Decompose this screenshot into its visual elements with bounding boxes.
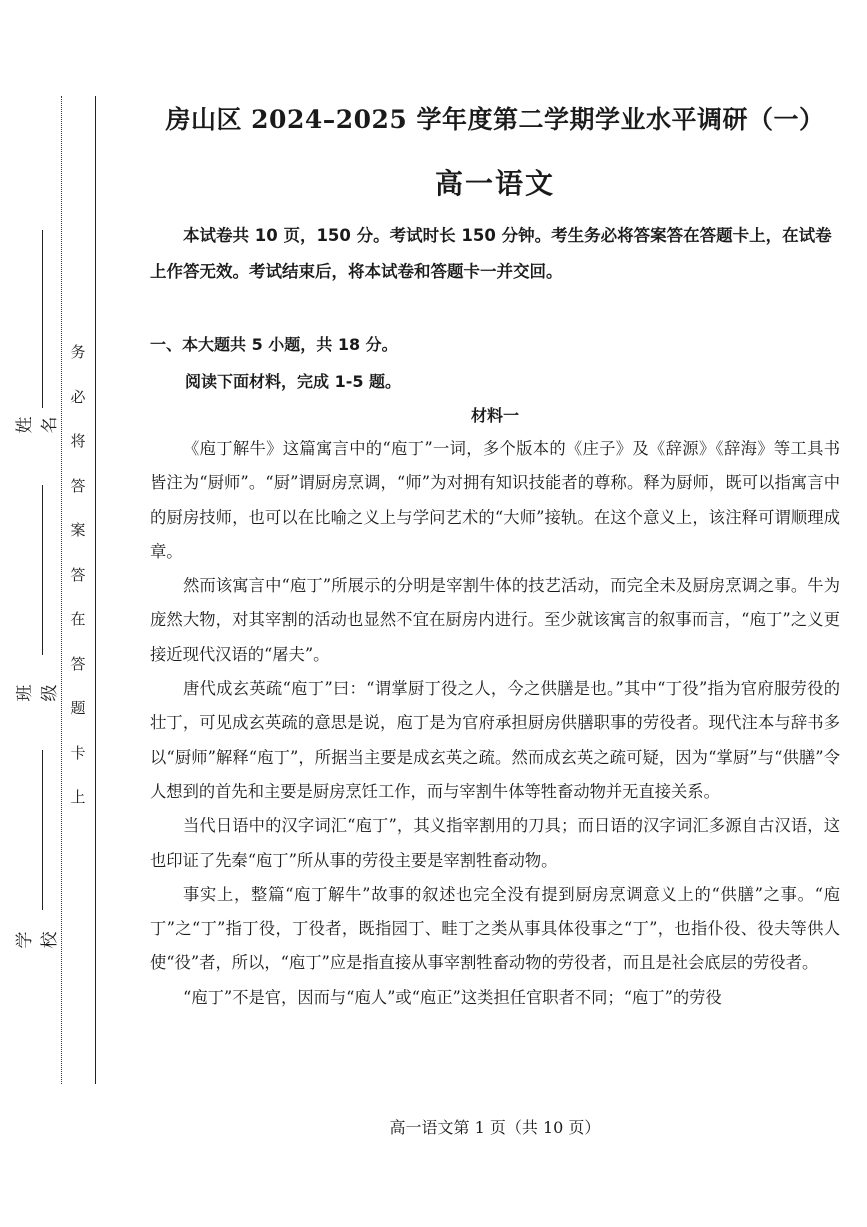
vertical-notice-char: 答	[70, 476, 86, 495]
name-field-label: 姓名	[15, 416, 60, 434]
reading-instruction: 阅读下面材料，完成 1-5 题。	[185, 372, 402, 391]
vertical-notice-char: 答	[70, 654, 86, 673]
vertical-notice-char: 答	[70, 565, 86, 584]
section-heading: 一、本大题共 5 小题，共 18 分。	[150, 335, 398, 354]
vertical-notice-char: 必	[70, 387, 86, 406]
vertical-notice-char: 题	[70, 699, 86, 717]
class-field-label: 班级	[15, 684, 60, 702]
material-title: 材料一	[470, 406, 519, 425]
class-field-line[interactable]	[42, 485, 43, 655]
name-field-line[interactable]	[42, 230, 43, 408]
material-body	[150, 432, 840, 1015]
vertical-notice-char: 案	[70, 521, 86, 539]
paragraph: 当代日语中的汉字词汇“庖丁”，其义指宰割用的刀具；而日语的汉字词汇多源自古汉语，这也印证了先秦“庖丁”所从事的劳役主要是宰割牲畜动物。	[150, 816, 840, 870]
paragraph: 事实上，整篇“庖丁解牛”故事的叙述也完全没有提到厨房烹调意义上的“供膳”之事。“庖丁”之“丁”指丁役，丁役者，既指园丁、畦丁之类从事具体役事之“丁”，也指仆役、役夫等供人使“役”者，所以，“庖丁”应是指直接从事宰割牲畜动物的劳役者，而且是社会底层的劳役者。	[150, 884, 840, 973]
binding-dotted-line	[61, 96, 62, 1084]
vertical-notice	[66, 340, 90, 830]
paragraph: “庖丁”不是官，因而与“庖人”或“庖正”这类担任官职者不同；“庖丁”的劳役	[183, 987, 722, 1007]
page-footer: 高一语文第 1 页（共 10 页）	[389, 1118, 601, 1137]
binding-solid-line	[95, 96, 96, 1084]
paragraph: 然而该寓言中“庖丁”所展示的分明是宰割牛体的技艺活动，而完全未及厨房烹调之事。牛为庞然大物，对其宰割的活动也显然不宜在厨房内进行。至少就该寓言的叙事而言，“庖丁”之义更接近现代汉语的“屠夫”。	[150, 576, 840, 664]
school-field-label: 学校	[15, 931, 60, 949]
exam-notice: 本试卷共 10 页，150 分。考试时长 150 分钟。考生务必将答案答在答题卡上，在试卷上作答无效。考试结束后，将本试卷和答题卡一并交回。	[150, 226, 832, 281]
vertical-notice-char: 将	[70, 432, 86, 450]
vertical-notice-char: 务	[70, 343, 86, 361]
paragraph: 《庖丁解牛》这篇寓言中的“庖丁”一词，多个版本的《庄子》及《辞源》《辞海》等工具书皆注为“厨师”。“厨”谓厨房烹调，“师”为对拥有知识技能者的尊称。释为厨师，既可以指寓言中的厨房技师，也可以在比喻之义上与学问艺术的“大师”接轨。在这个意义上，该注释可谓顺理成章。	[150, 439, 840, 561]
paragraph: 唐代成玄英疏“庖丁”曰：“谓掌厨丁役之人，今之供膳是也。”其中“丁役”指为官府服劳役的壮丁，可见成玄英疏的意思是说，庖丁是为官府承担厨房供膳职事的劳役者。现代注本与辞书多以“厨师”解释“庖丁”，所据当主要是成玄英之疏。然而成玄英之疏可疑，因为“掌厨”与“供膳”令人想到的首先和主要是厨房烹饪工作，而与宰割牛体等牲畜动物并无直接关系。	[150, 679, 840, 801]
vertical-notice-char: 上	[70, 788, 86, 806]
vertical-notice-char: 卡	[70, 743, 86, 762]
subject-title: 高一语文	[434, 167, 555, 200]
school-field-line[interactable]	[42, 750, 43, 910]
exam-title: 房山区 2024–2025 学年度第二学期学业水平调研（一）	[165, 105, 825, 134]
vertical-notice-char: 在	[70, 610, 86, 628]
